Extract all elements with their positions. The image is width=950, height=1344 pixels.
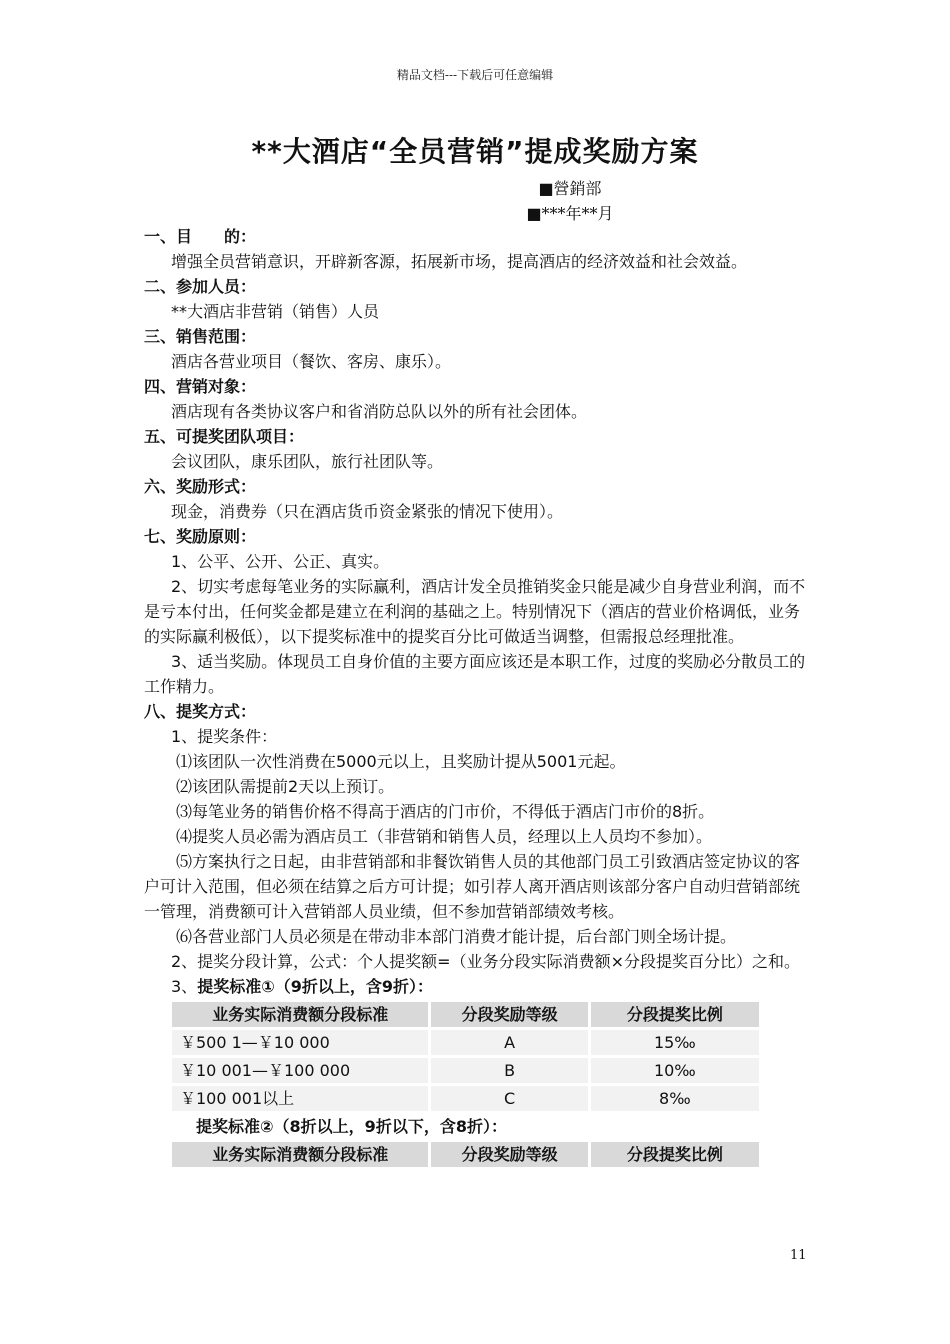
table-cell: 15‰: [591, 1030, 759, 1055]
document-body: [144, 224, 808, 1170]
principle-2: 2、切实考虑每笔业务的实际赢利，酒店计发全员推销奖金只能是减少自身营业利润，而不是亏本付出，任何奖金都是建立在利润的基础之上。特别情况下（酒店的营业价格调低，业务的实际赢利极低），以下提奖标准中的提奖百分比可做适当调整，但需报总经理批准。: [144, 577, 806, 646]
section-heading: 五、可提奖团队项目：: [144, 427, 305, 446]
document-title: **大酒店“全员营销”提成奖励方案: [251, 135, 699, 168]
principle-1: 1、公平、公开、公正、真实。: [171, 552, 390, 571]
standard-1-heading: 提奖标准①（9折以上，含9折）：: [197, 977, 434, 996]
table-header-row: [172, 1002, 759, 1027]
section-heading: 二、参加人员：: [144, 277, 257, 296]
table-header-row: [172, 1142, 759, 1167]
table-cell: C: [431, 1086, 587, 1111]
condition-item: ⑴该团队一次性消费在5000元以上，且奖励计提从5001元起。: [176, 752, 626, 771]
standard-1-prefix: 3、: [171, 977, 198, 996]
table-header-cell: 分段奖励等级: [431, 1002, 587, 1027]
section-heading: 七、奖励原则：: [144, 527, 257, 546]
table-row: [172, 1086, 759, 1111]
header-note: 精品文档---下载后可任意编辑: [396, 68, 554, 82]
section-heading: 四、营销对象：: [144, 377, 257, 396]
standard-2-title: 提奖标准②（8折以上，9折以下，含8折）：: [196, 1117, 507, 1136]
table-row: [172, 1030, 759, 1055]
section-text: 酒店现有各类协议客户和省消防总队以外的所有社会团体。: [171, 402, 588, 421]
condition-title: 1、提奖条件：: [171, 727, 278, 746]
condition-item: ⑵该团队需提前2天以上预订。: [176, 777, 395, 796]
table-header-cell: 分段奖励等级: [431, 1142, 587, 1167]
principle-3: 3、适当奖励。体现员工自身价值的主要方面应该还是本职工作，过度的奖励必分散员工的工作精力。: [144, 652, 806, 696]
table-cell: ￥500 1—￥10 000: [172, 1030, 428, 1055]
table-row: [172, 1058, 759, 1083]
page-number: 11: [790, 1248, 807, 1263]
condition-item: ⑹各营业部门人员必须是在带动非本部门消费才能计提，后台部门则全场计提。: [176, 927, 737, 946]
condition-item: ⑸方案执行之日起，由非营销部和非餐饮销售人员的其他部门员工引致酒店签定协议的客户可计入范围，但必须在结算之后方可计提；如引荐人离开酒店则该部分客户自动归营销部统一管理，消费额可计入营销部人员业绩，但不参加营销部绩效考核。: [144, 852, 801, 921]
section-heading: 八、提奖方式：: [144, 702, 257, 721]
department-label: ■營銷部: [538, 179, 602, 198]
table-cell: ￥10 001—￥100 000: [172, 1058, 428, 1083]
standard-2-table: [169, 1139, 762, 1170]
section-text: 酒店各营业项目（餐饮、客房、康乐）。: [171, 352, 452, 371]
table-cell: 8‰: [591, 1086, 759, 1111]
section-heading: 三、销售范围：: [144, 327, 257, 346]
section-text: **大酒店非营销（销售）人员: [171, 302, 380, 321]
calculation-formula: 2、提奖分段计算，公式：个人提奖额=（业务分段实际消费额×分段提奖百分比）之和。: [171, 952, 800, 971]
table-cell: 10‰: [591, 1058, 759, 1083]
condition-item: ⑶每笔业务的销售价格不得高于酒店的门市价，不得低于酒店门市价的8折。: [176, 802, 715, 821]
standard-1-table: [169, 999, 762, 1114]
condition-item: ⑷提奖人员必需为酒店员工（非营销和销售人员，经理以上人员均不参加）。: [176, 827, 713, 846]
section-heading: 六、奖励形式：: [144, 477, 257, 496]
section-text: 增强全员营销意识，开辟新客源，拓展新市场，提高酒店的经济效益和社会效益。: [171, 252, 748, 271]
table-header-cell: 业务实际消费额分段标准: [172, 1002, 428, 1027]
table-header-cell: 分段提奖比例: [591, 1002, 759, 1027]
standard-1-title: [144, 974, 808, 999]
date-label: ■***年**月: [526, 204, 614, 223]
table-header-cell: 业务实际消费额分段标准: [172, 1142, 428, 1167]
section-text: 会议团队，康乐团队，旅行社团队等。: [171, 452, 444, 471]
section-heading: 一、目 的：: [144, 227, 257, 246]
table-cell: A: [431, 1030, 587, 1055]
table-header-cell: 分段提奖比例: [591, 1142, 759, 1167]
section-text: 现金，消费券（只在酒店货币资金紧张的情况下使用）。: [171, 502, 564, 521]
table-cell: ￥100 001以上: [172, 1086, 428, 1111]
table-cell: B: [431, 1058, 587, 1083]
